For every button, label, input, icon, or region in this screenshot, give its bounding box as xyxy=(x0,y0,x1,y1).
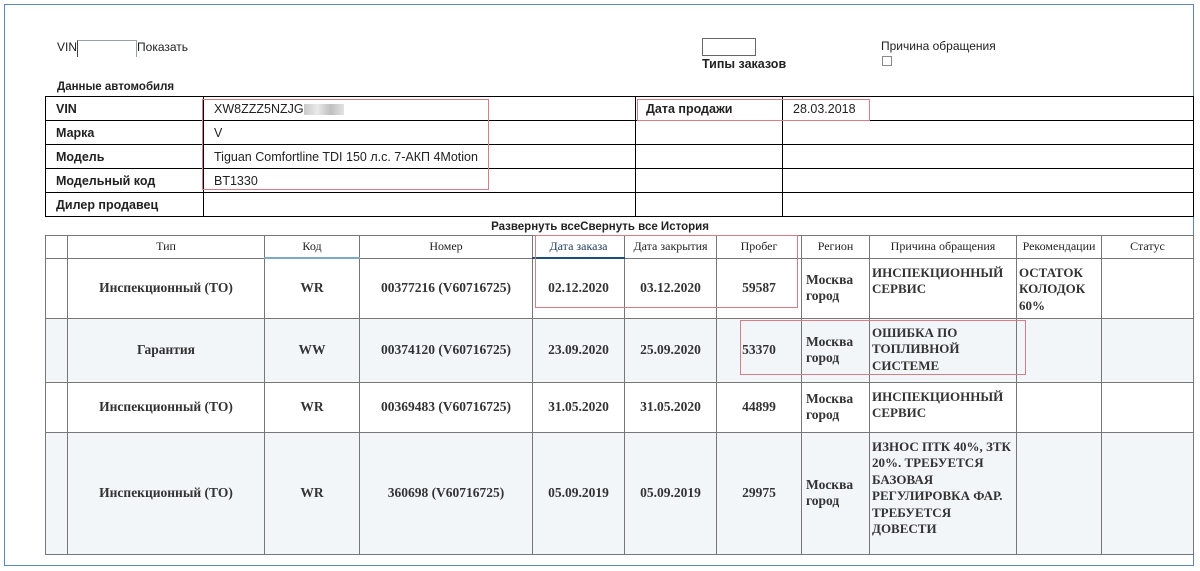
car-field-label xyxy=(636,145,783,169)
cell-reason: ИНСПЕКЦИОННЫЙ СЕРВИС xyxy=(870,382,1017,432)
header-mileage-col[interactable]: Пробег xyxy=(717,236,802,259)
cell-close-date: 25.09.2020 xyxy=(625,318,717,382)
car-field-label-text: VIN xyxy=(56,101,77,116)
cell-recommendation xyxy=(1017,382,1102,432)
cell-type: Инспекционный (ТО) xyxy=(68,432,265,554)
car-row xyxy=(46,169,1194,193)
vin-filter xyxy=(57,40,188,57)
car-row xyxy=(46,121,1194,145)
cell-status xyxy=(1102,258,1194,318)
cell-number: 360698 (V60716725) xyxy=(360,432,533,554)
cell-region: Москва город xyxy=(802,382,870,432)
cell-number: 00374120 (V60716725) xyxy=(360,318,533,382)
header-type-col[interactable]: Тип xyxy=(68,236,265,259)
cell-region: Москва город xyxy=(802,318,870,382)
cell-order-date: 02.12.2020 xyxy=(533,258,625,318)
header-region-col[interactable]: Регион xyxy=(802,236,870,259)
car-row xyxy=(46,97,1194,121)
car-field-label xyxy=(636,169,783,193)
car-field-label xyxy=(46,169,204,193)
cell-number: 00377216 (V60716725) xyxy=(360,258,533,318)
car-field-value-text: V xyxy=(214,125,223,140)
car-field-value xyxy=(204,97,636,121)
cell-status xyxy=(1102,318,1194,382)
cell-order-date: 05.09.2019 xyxy=(533,432,625,554)
history-row[interactable] xyxy=(46,258,1194,318)
cell-type: Инспекционный (ТО) xyxy=(68,382,265,432)
history-table xyxy=(45,235,1194,555)
car-section-title: Данные автомобиля xyxy=(57,81,175,93)
car-row xyxy=(46,193,1194,217)
cell-reason: ИЗНОС ПТК 40%, ЗТК 20%. ТРЕБУЕТСЯ БАЗОВАЯ РЕГУЛИРОВКА ФАР. ТРЕБУЕТСЯ ДОВЕСТИ xyxy=(870,432,1017,554)
history-controls[interactable] xyxy=(5,221,1195,233)
page-frame xyxy=(4,4,1194,566)
cell-recommendation: ОСТАТОК КОЛОДОК 60% xyxy=(1017,258,1102,318)
cell-region: Москва город xyxy=(802,432,870,554)
car-field-label-text: Марка xyxy=(56,125,95,140)
cell-mileage: 44899 xyxy=(717,382,802,432)
expand-collapse-history[interactable]: Развернуть всеСвернуть все История xyxy=(491,221,709,233)
cell-recommendation xyxy=(1017,432,1102,554)
header-expand-col[interactable] xyxy=(46,236,68,259)
row-expand-cell[interactable] xyxy=(46,258,68,318)
reason-filter-label: Причина обращения xyxy=(881,39,996,53)
car-field-value xyxy=(783,145,1194,169)
car-field-value xyxy=(783,193,1194,217)
car-field-value-text: XW8ZZZ5NZJG xyxy=(214,101,304,116)
car-field-label xyxy=(636,193,783,217)
car-field-label xyxy=(46,121,204,145)
car-field-value-text: 28.03.2018 xyxy=(793,101,856,116)
car-row xyxy=(46,145,1194,169)
car-field-value-text: Tiguan Comfortline TDI 150 л.с. 7-АКП 4Motion xyxy=(214,149,478,164)
cell-region: Москва город xyxy=(802,258,870,318)
cell-reason: ИНСПЕКЦИОННЫЙ СЕРВИС xyxy=(870,258,1017,318)
car-field-value-text: BT1330 xyxy=(214,173,258,188)
cell-code: WR xyxy=(265,258,360,318)
car-field-label-text: Дилер продавец xyxy=(56,197,159,212)
show-button[interactable]: Показать xyxy=(137,40,189,54)
order-types-label: Типы заказов xyxy=(702,57,787,71)
car-field-label xyxy=(46,145,204,169)
vin-redacted xyxy=(304,104,344,115)
car-data-table xyxy=(45,96,1194,217)
car-field-value xyxy=(204,121,636,145)
cell-recommendation xyxy=(1017,318,1102,382)
cell-code: WR xyxy=(265,382,360,432)
car-field-label xyxy=(636,97,783,121)
car-field-value xyxy=(783,97,1194,121)
row-expand-cell[interactable] xyxy=(46,432,68,554)
cell-reason: ОШИБКА ПО ТОПЛИВНОЙ СИСТЕМЕ xyxy=(870,318,1017,382)
row-expand-cell[interactable] xyxy=(46,382,68,432)
car-field-label-text: Дата продажи xyxy=(646,101,733,116)
car-field-value xyxy=(783,121,1194,145)
cell-type: Гарантия xyxy=(68,318,265,382)
history-row[interactable] xyxy=(46,318,1194,382)
cell-close-date: 03.12.2020 xyxy=(625,258,717,318)
car-field-value xyxy=(204,145,636,169)
history-row[interactable] xyxy=(46,432,1194,554)
cell-order-date: 31.05.2020 xyxy=(533,382,625,432)
cell-code: WR xyxy=(265,432,360,554)
cell-mileage: 29975 xyxy=(717,432,802,554)
cell-status xyxy=(1102,432,1194,554)
header-order-date-col[interactable]: Дата заказа xyxy=(533,236,625,259)
row-expand-cell[interactable] xyxy=(46,318,68,382)
car-field-label xyxy=(46,193,204,217)
cell-close-date: 31.05.2020 xyxy=(625,382,717,432)
car-field-label xyxy=(46,97,204,121)
order-types-input[interactable] xyxy=(702,38,756,56)
car-field-label xyxy=(636,121,783,145)
cell-close-date: 05.09.2019 xyxy=(625,432,717,554)
header-status-col[interactable]: Статус xyxy=(1102,236,1194,259)
header-number-col[interactable]: Номер xyxy=(360,236,533,259)
cell-mileage: 53370 xyxy=(717,318,802,382)
car-field-label-text: Модель xyxy=(56,149,105,164)
cell-type: Инспекционный (ТО) xyxy=(68,258,265,318)
header-reason-col[interactable]: Причина обращения xyxy=(870,236,1017,259)
reason-filter-checkbox[interactable] xyxy=(882,56,892,66)
header-close-date-col[interactable]: Дата закрытия xyxy=(625,236,717,259)
cell-number: 00369483 (V60716725) xyxy=(360,382,533,432)
cell-order-date: 23.09.2020 xyxy=(533,318,625,382)
header-recommendations-col[interactable]: Рекомендации xyxy=(1017,236,1102,259)
car-field-label-text: Модельный код xyxy=(56,173,156,188)
cell-status xyxy=(1102,382,1194,432)
cell-code: WW xyxy=(265,318,360,382)
header-code-col[interactable]: Код xyxy=(265,236,360,259)
vin-filter-input[interactable] xyxy=(77,40,137,57)
car-field-value xyxy=(204,193,636,217)
cell-mileage: 59587 xyxy=(717,258,802,318)
history-row[interactable] xyxy=(46,382,1194,432)
vin-filter-label: VIN xyxy=(57,40,78,54)
car-field-value xyxy=(204,169,636,193)
car-field-value xyxy=(783,169,1194,193)
